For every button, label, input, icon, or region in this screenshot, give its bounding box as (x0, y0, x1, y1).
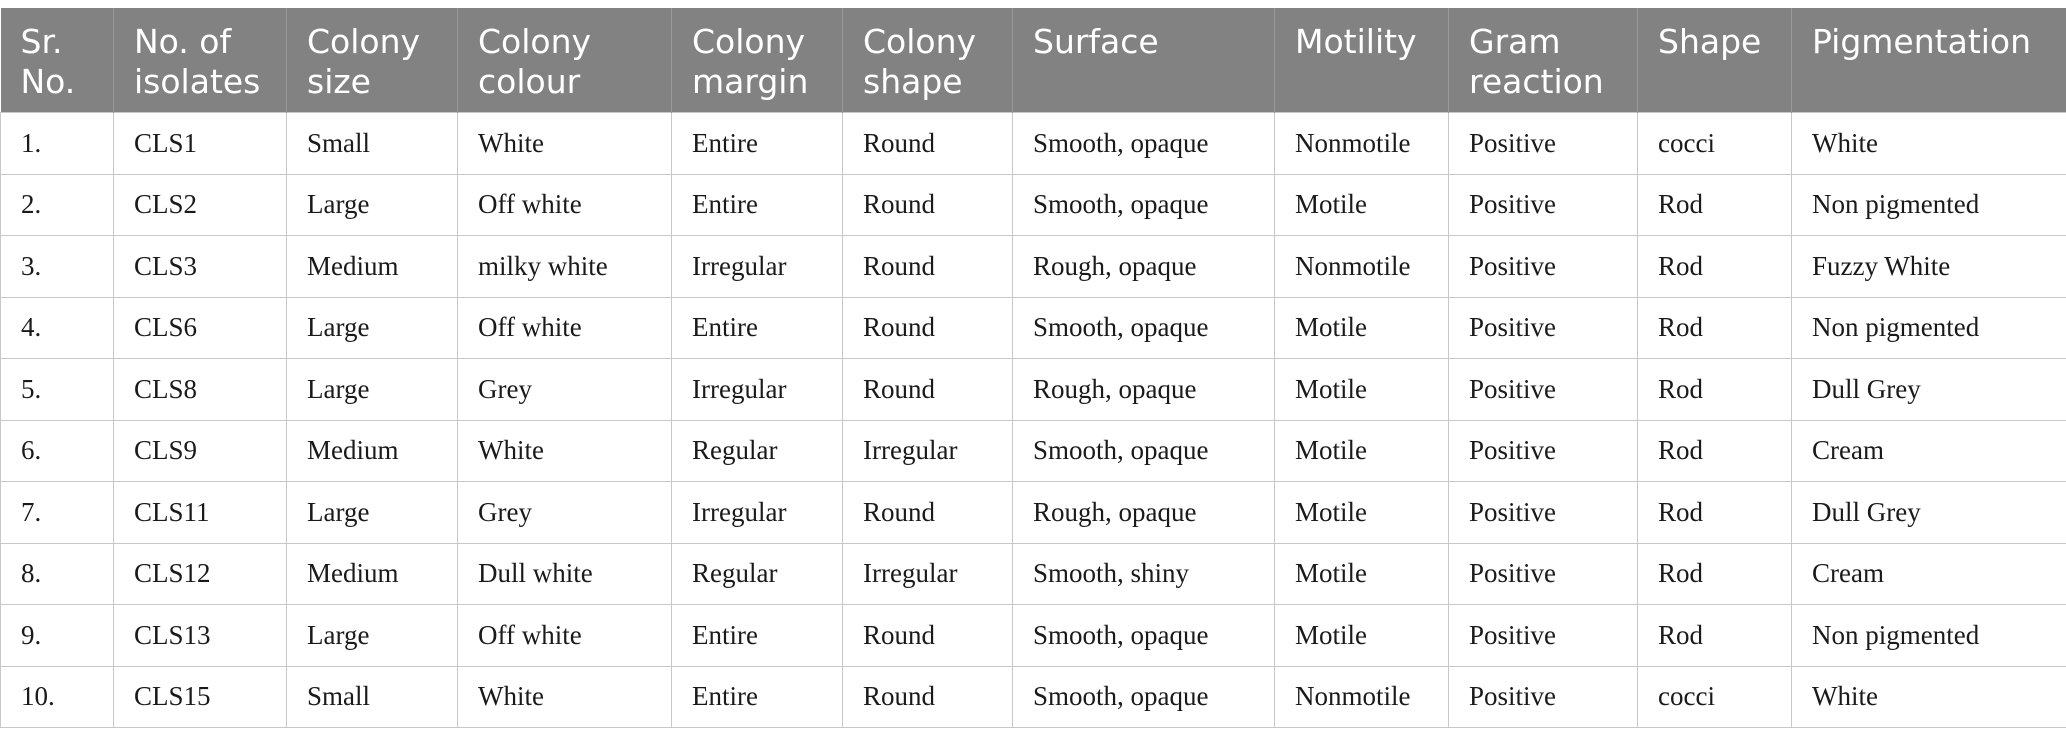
cell-colony-size: Large (287, 297, 458, 359)
cell-gram-reaction: Positive (1449, 297, 1638, 359)
cell-surface: Smooth, opaque (1013, 113, 1275, 175)
cell-colony-shape: Round (843, 297, 1013, 359)
cell-colony-shape: Round (843, 236, 1013, 298)
cell-colony-size: Small (287, 113, 458, 175)
header-shape: Shape (1638, 8, 1792, 113)
cell-gram-reaction: Positive (1449, 113, 1638, 175)
cell-shape: Rod (1638, 297, 1792, 359)
cell-sr-no: 4. (1, 297, 114, 359)
cell-isolate: CLS11 (114, 482, 287, 544)
cell-colony-size: Medium (287, 420, 458, 482)
cell-colony-margin: Irregular (672, 482, 843, 544)
cell-sr-no: 10. (1, 666, 114, 728)
cell-shape: cocci (1638, 666, 1792, 728)
cell-surface: Smooth, opaque (1013, 297, 1275, 359)
header-surface: Surface (1013, 8, 1275, 113)
cell-shape: cocci (1638, 113, 1792, 175)
cell-sr-no: 9. (1, 605, 114, 667)
cell-colony-margin: Entire (672, 297, 843, 359)
header-colony-margin: Colony margin (672, 8, 843, 113)
header-row (1, 8, 2066, 113)
cell-colony-colour: milky white (458, 236, 672, 298)
header-no-of-isolates: No. of isolates (114, 8, 287, 113)
table-row (1, 420, 2066, 482)
cell-isolate: CLS6 (114, 297, 287, 359)
table-row (1, 297, 2066, 359)
cell-pigmentation: Non pigmented (1792, 174, 2066, 236)
cell-colony-colour: Off white (458, 297, 672, 359)
cell-sr-no: 6. (1, 420, 114, 482)
cell-pigmentation: Non pigmented (1792, 297, 2066, 359)
table-body (1, 113, 2066, 728)
cell-motility: Nonmotile (1275, 236, 1449, 298)
cell-surface: Rough, opaque (1013, 359, 1275, 421)
cell-pigmentation: Fuzzy White (1792, 236, 2066, 298)
cell-colony-size: Medium (287, 543, 458, 605)
header-sr-no: Sr. No. (1, 8, 114, 113)
isolate-characteristics-table-container (0, 8, 2066, 728)
cell-colony-size: Large (287, 482, 458, 544)
cell-colony-shape: Round (843, 605, 1013, 667)
cell-colony-margin: Regular (672, 543, 843, 605)
cell-sr-no: 2. (1, 174, 114, 236)
cell-colony-colour: White (458, 113, 672, 175)
cell-colony-colour: White (458, 420, 672, 482)
cell-shape: Rod (1638, 420, 1792, 482)
cell-motility: Motile (1275, 482, 1449, 544)
cell-sr-no: 5. (1, 359, 114, 421)
cell-colony-colour: Grey (458, 359, 672, 421)
cell-surface: Rough, opaque (1013, 482, 1275, 544)
cell-isolate: CLS8 (114, 359, 287, 421)
cell-colony-shape: Round (843, 359, 1013, 421)
cell-isolate: CLS1 (114, 113, 287, 175)
cell-motility: Motile (1275, 543, 1449, 605)
cell-gram-reaction: Positive (1449, 605, 1638, 667)
cell-pigmentation: Non pigmented (1792, 605, 2066, 667)
cell-gram-reaction: Positive (1449, 174, 1638, 236)
cell-pigmentation: Cream (1792, 420, 2066, 482)
cell-pigmentation: Cream (1792, 543, 2066, 605)
cell-surface: Smooth, opaque (1013, 666, 1275, 728)
cell-shape: Rod (1638, 482, 1792, 544)
cell-surface: Smooth, opaque (1013, 174, 1275, 236)
cell-colony-margin: Irregular (672, 359, 843, 421)
cell-colony-margin: Entire (672, 605, 843, 667)
table-row (1, 605, 2066, 667)
cell-isolate: CLS12 (114, 543, 287, 605)
cell-sr-no: 7. (1, 482, 114, 544)
cell-colony-shape: Irregular (843, 543, 1013, 605)
cell-motility: Motile (1275, 174, 1449, 236)
cell-isolate: CLS15 (114, 666, 287, 728)
cell-pigmentation: White (1792, 113, 2066, 175)
cell-gram-reaction: Positive (1449, 420, 1638, 482)
table-row (1, 482, 2066, 544)
cell-sr-no: 1. (1, 113, 114, 175)
cell-colony-margin: Entire (672, 113, 843, 175)
cell-motility: Nonmotile (1275, 666, 1449, 728)
cell-colony-size: Large (287, 359, 458, 421)
cell-colony-shape: Round (843, 113, 1013, 175)
cell-colony-margin: Entire (672, 666, 843, 728)
table-row (1, 113, 2066, 175)
cell-colony-colour: Off white (458, 174, 672, 236)
cell-colony-size: Medium (287, 236, 458, 298)
cell-surface: Smooth, opaque (1013, 420, 1275, 482)
table-header (1, 8, 2066, 113)
header-colony-size: Colony size (287, 8, 458, 113)
cell-motility: Motile (1275, 297, 1449, 359)
cell-colony-shape: Round (843, 482, 1013, 544)
cell-shape: Rod (1638, 174, 1792, 236)
cell-isolate: CLS13 (114, 605, 287, 667)
cell-shape: Rod (1638, 359, 1792, 421)
table-row (1, 174, 2066, 236)
header-pigmentation: Pigmentation (1792, 8, 2066, 113)
cell-motility: Motile (1275, 359, 1449, 421)
cell-colony-colour: Off white (458, 605, 672, 667)
table-row (1, 543, 2066, 605)
cell-colony-shape: Round (843, 174, 1013, 236)
header-colony-shape: Colony shape (843, 8, 1013, 113)
table-row (1, 236, 2066, 298)
cell-colony-colour: White (458, 666, 672, 728)
table-row (1, 359, 2066, 421)
header-motility: Motility (1275, 8, 1449, 113)
cell-motility: Motile (1275, 420, 1449, 482)
cell-gram-reaction: Positive (1449, 543, 1638, 605)
cell-pigmentation: Dull Grey (1792, 359, 2066, 421)
isolate-characteristics-table (0, 8, 2066, 728)
cell-colony-colour: Dull white (458, 543, 672, 605)
cell-surface: Smooth, shiny (1013, 543, 1275, 605)
cell-isolate: CLS2 (114, 174, 287, 236)
cell-gram-reaction: Positive (1449, 482, 1638, 544)
cell-surface: Smooth, opaque (1013, 605, 1275, 667)
table-row (1, 666, 2066, 728)
header-gram-reaction: Gram reaction (1449, 8, 1638, 113)
cell-colony-colour: Grey (458, 482, 672, 544)
cell-colony-size: Large (287, 605, 458, 667)
cell-colony-margin: Entire (672, 174, 843, 236)
cell-gram-reaction: Positive (1449, 236, 1638, 298)
cell-colony-shape: Round (843, 666, 1013, 728)
cell-sr-no: 3. (1, 236, 114, 298)
cell-colony-size: Large (287, 174, 458, 236)
cell-surface: Rough, opaque (1013, 236, 1275, 298)
cell-colony-size: Small (287, 666, 458, 728)
cell-gram-reaction: Positive (1449, 359, 1638, 421)
cell-isolate: CLS3 (114, 236, 287, 298)
cell-pigmentation: White (1792, 666, 2066, 728)
cell-shape: Rod (1638, 605, 1792, 667)
cell-colony-margin: Irregular (672, 236, 843, 298)
cell-shape: Rod (1638, 236, 1792, 298)
cell-motility: Nonmotile (1275, 113, 1449, 175)
cell-colony-shape: Irregular (843, 420, 1013, 482)
cell-pigmentation: Dull Grey (1792, 482, 2066, 544)
cell-motility: Motile (1275, 605, 1449, 667)
cell-colony-margin: Regular (672, 420, 843, 482)
cell-isolate: CLS9 (114, 420, 287, 482)
cell-gram-reaction: Positive (1449, 666, 1638, 728)
header-colony-colour: Colony colour (458, 8, 672, 113)
cell-sr-no: 8. (1, 543, 114, 605)
cell-shape: Rod (1638, 543, 1792, 605)
